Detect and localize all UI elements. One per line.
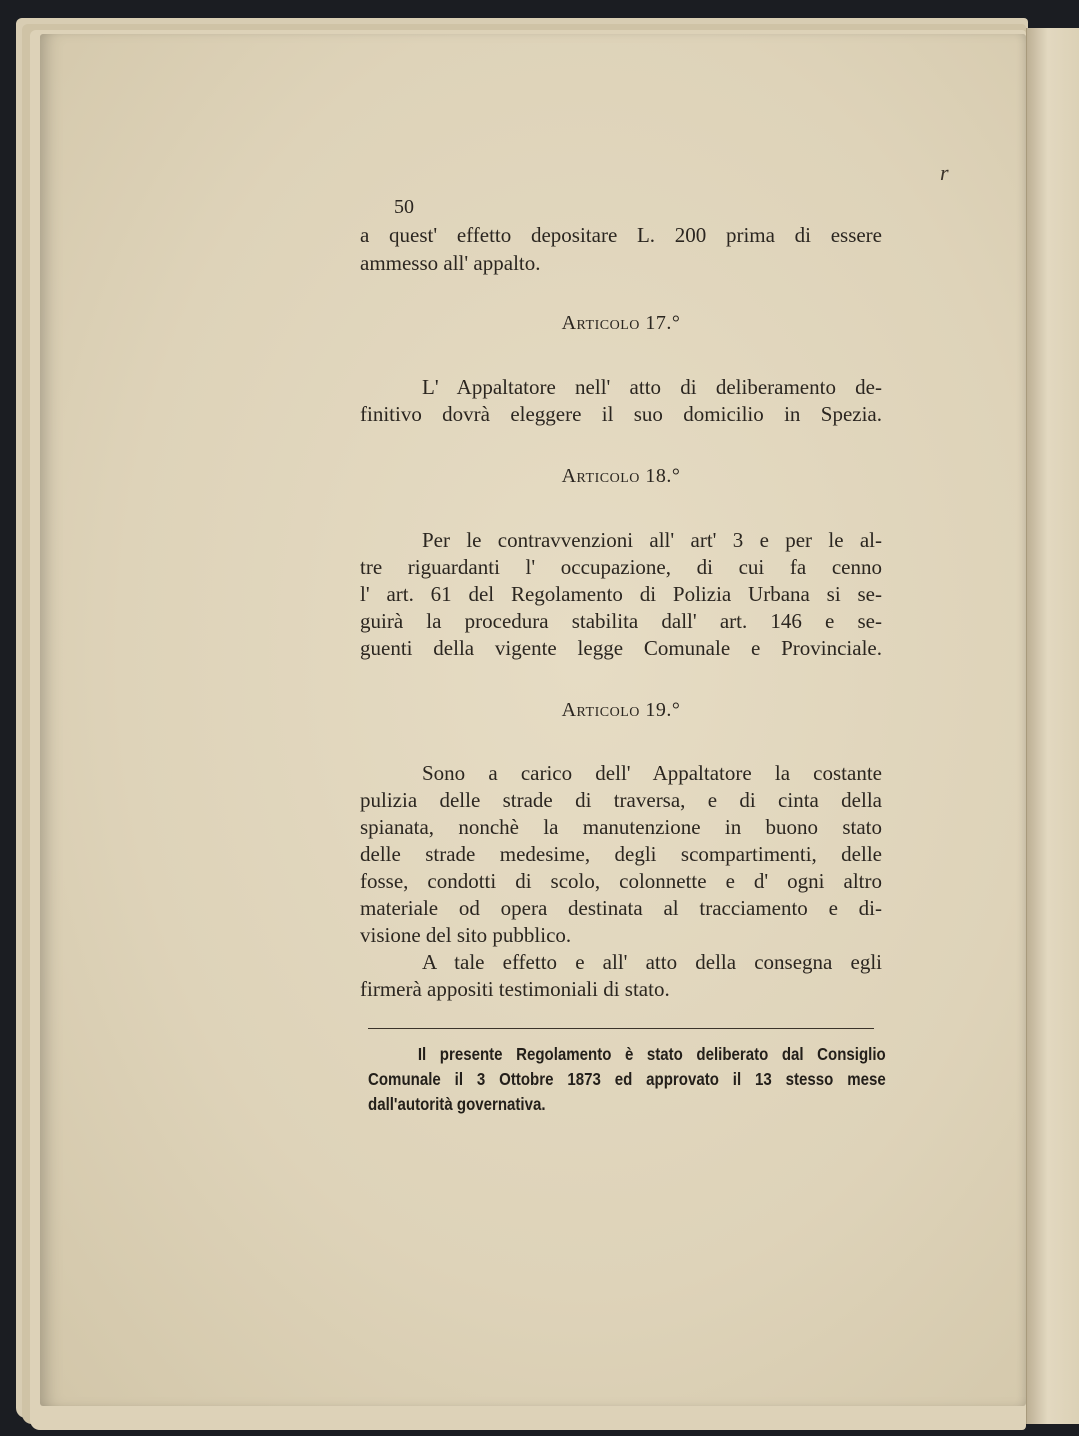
- footnote-line: Comunale il 3 Ottobre 1873 ed approvato il 13 stesso mese: [368, 1069, 886, 1089]
- footnote-line: dall'autorità governativa.: [368, 1094, 546, 1114]
- text-line: firmerà appositi testimoniali di stato.: [360, 977, 670, 1001]
- margin-mark: r: [940, 160, 949, 185]
- text-line: tre riguardanti l' occupazione, di cui fa cenno: [360, 555, 882, 579]
- article-heading: Articolo 19.°: [561, 699, 681, 721]
- text-line: materiale od opera destinata al tracciamento e di-: [360, 896, 882, 920]
- text-line: L' Appaltatore nell' atto di deliberamento de-: [422, 375, 882, 399]
- footnote-line: Il presente Regolamento è stato deliberato dal Consiglio: [417, 1044, 886, 1064]
- text-line: pulizia delle strade di traversa, e di cinta della: [360, 788, 882, 812]
- page-number: 50: [394, 196, 414, 218]
- text-line: a quest' effetto depositare L. 200 prima di essere: [360, 223, 882, 247]
- facing-page-edge: [1026, 28, 1079, 1424]
- text-line: delle strade medesime, degli scompartimenti, delle: [360, 842, 882, 866]
- text-line: fosse, condotti di scolo, colonnette e d' ogni altro: [360, 869, 882, 893]
- text-line: guirà la procedura stabilita dall' art. 146 e se-: [360, 609, 882, 633]
- text-line: spianata, nonchè la manutenzione in buono stato: [360, 815, 882, 839]
- text-line: guenti della vigente legge Comunale e Provinciale.: [360, 636, 882, 660]
- article-heading: Articolo 18.°: [561, 465, 681, 487]
- article-heading: Articolo 17.°: [561, 312, 681, 334]
- text-line: visione del sito pubblico.: [360, 923, 572, 947]
- text-line: finitivo dovrà eleggere il suo domicilio in Spezia.: [360, 402, 882, 426]
- text-line: ammesso all' appalto.: [360, 251, 541, 275]
- text-line: Per le contravvenzioni all' art' 3 e per le al-: [422, 528, 882, 552]
- text-line: l' art. 61 del Regolamento di Polizia Urbana si se-: [360, 582, 882, 606]
- text-line: A tale effetto e all' atto della consegna egli: [422, 950, 882, 974]
- text-line: Sono a carico dell' Appaltatore la costante: [422, 761, 882, 785]
- footnote-rule: [368, 1028, 874, 1029]
